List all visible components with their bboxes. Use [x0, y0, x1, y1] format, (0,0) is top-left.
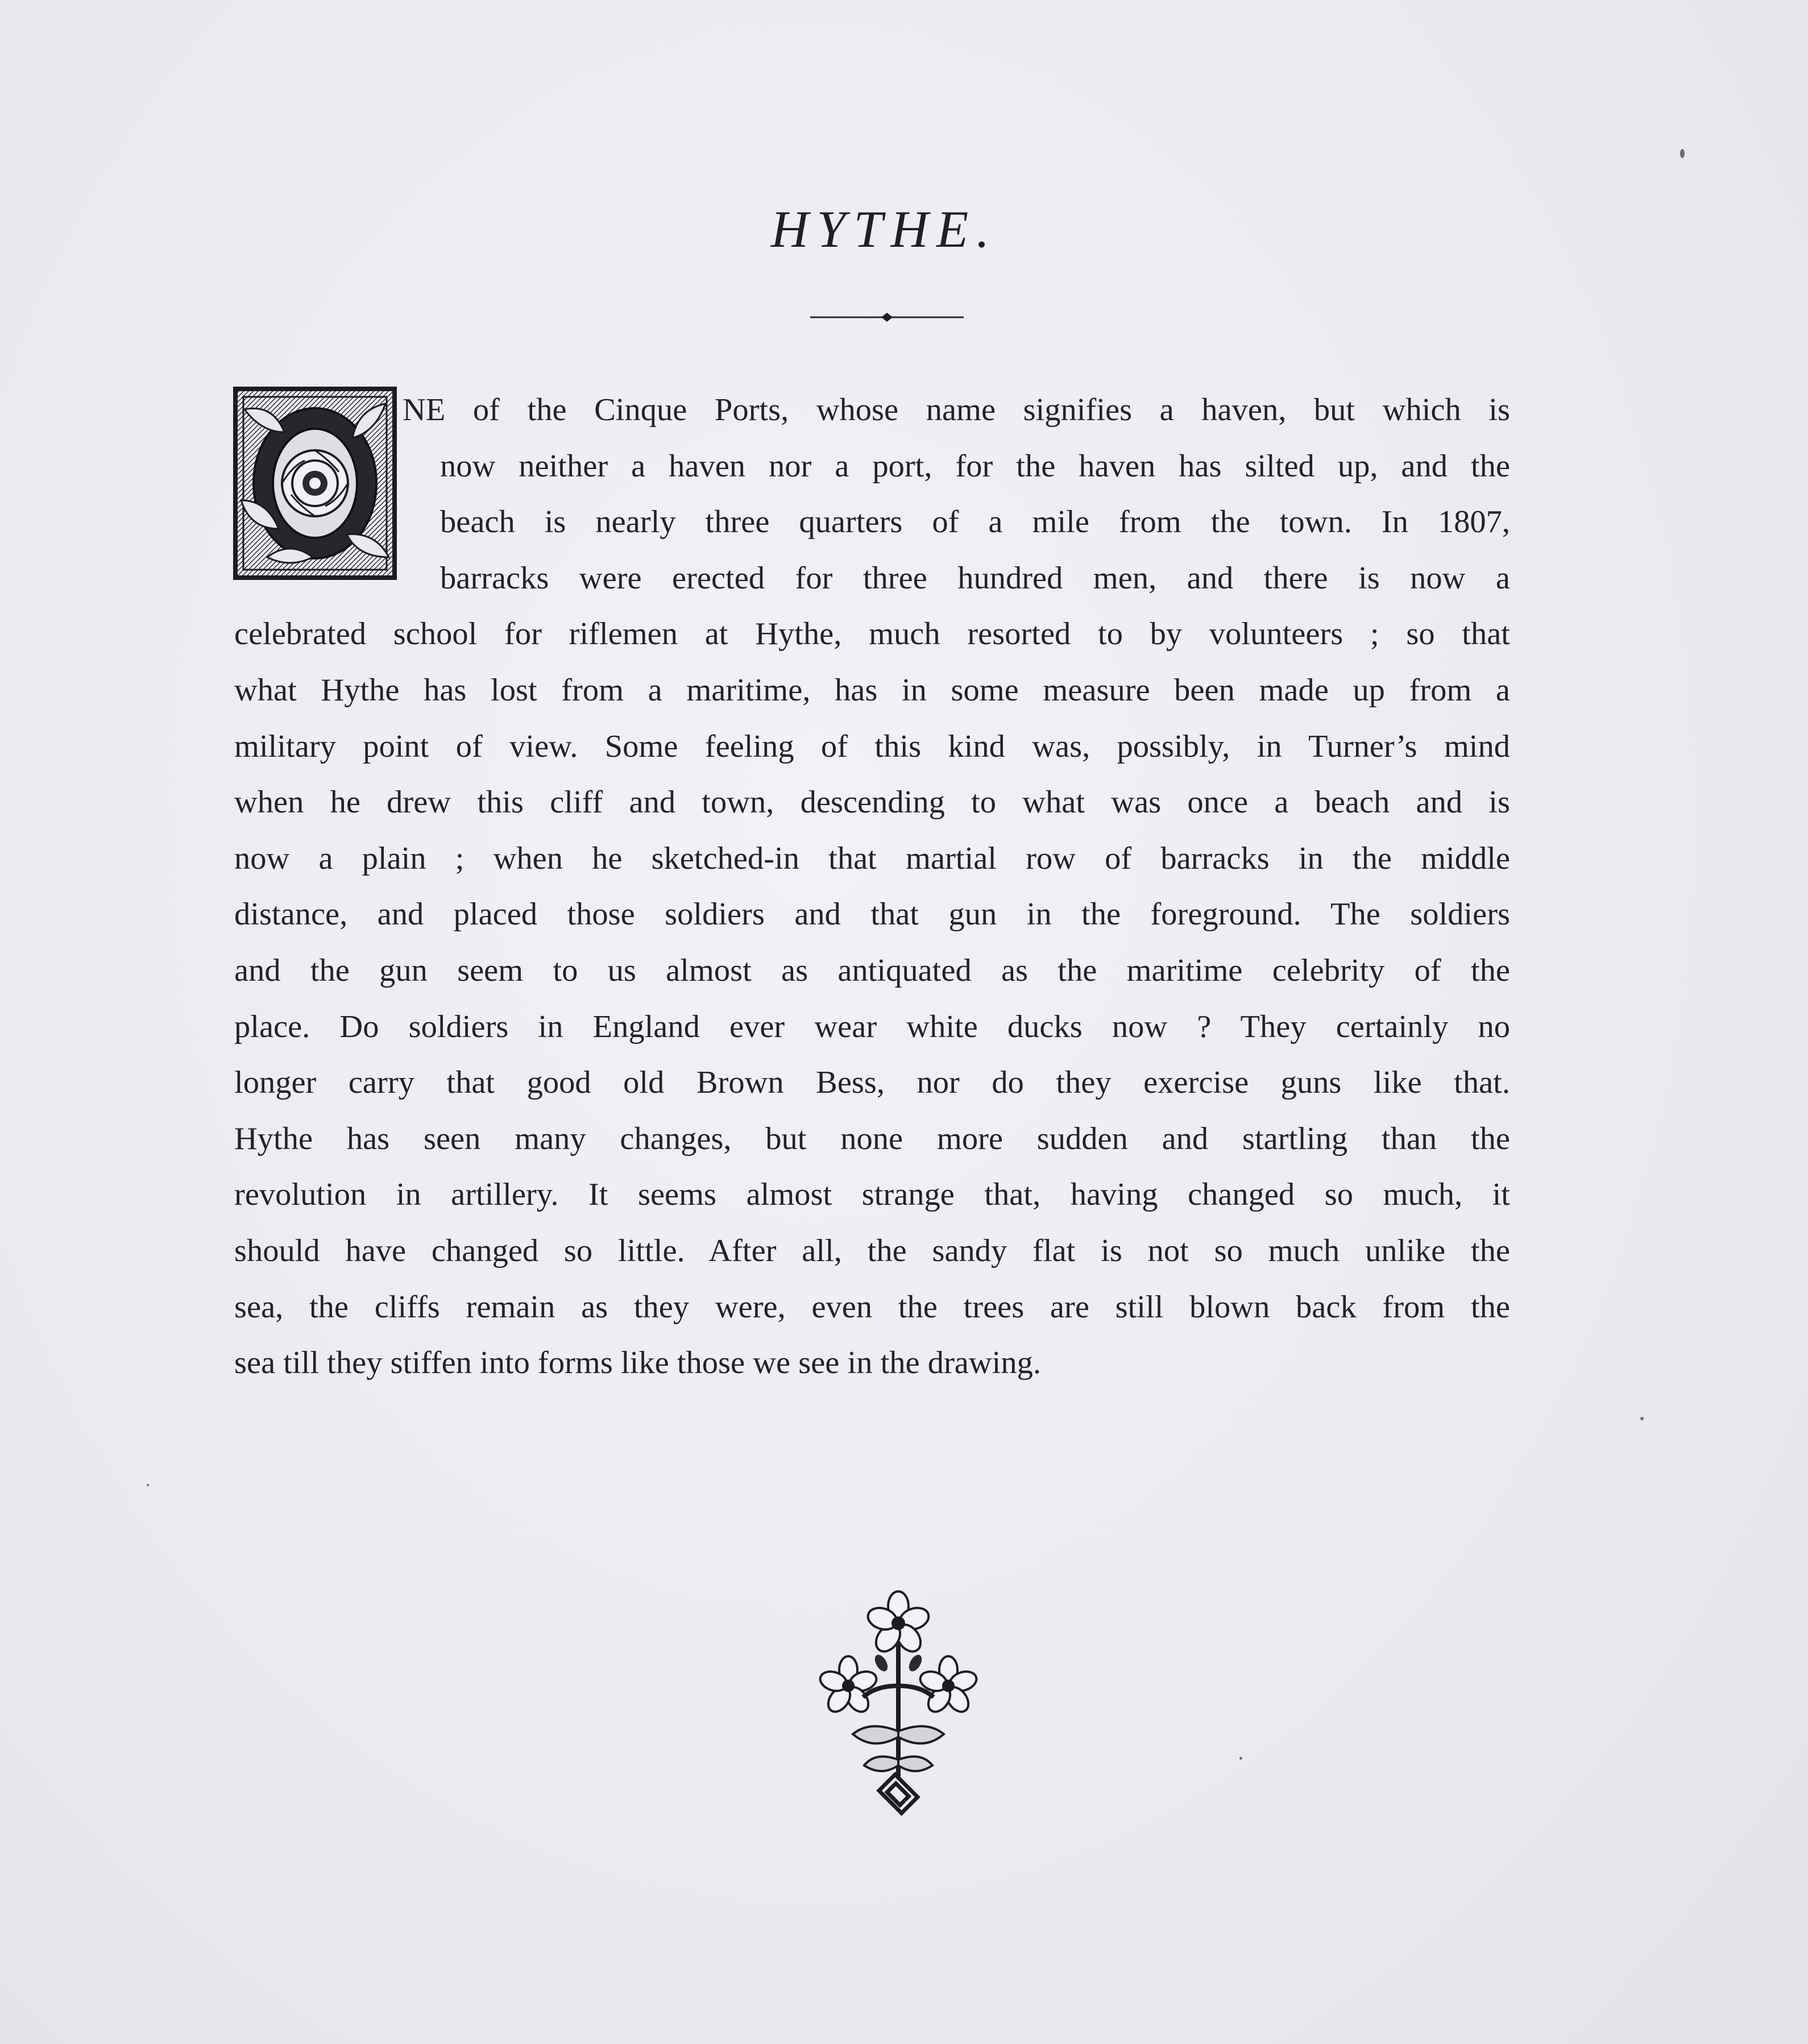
- text-line: NE of the Cinque Ports, whose name signifies a haven, but which is: [403, 392, 1510, 428]
- text-line: sea till they stiffen into forms like those we see in the drawing.: [234, 1345, 1041, 1381]
- flower-tailpiece-icon: [819, 1589, 978, 1822]
- text-line: Hythe has seen many changes, but none more sudden and startling than the: [234, 1121, 1510, 1156]
- text-line: celebrated school for riflemen at Hythe, much resorted to by volunteers ; so that: [234, 616, 1510, 652]
- text-line: place. Do soldiers in England ever wear white ducks now ? They certainly no: [234, 1009, 1510, 1044]
- text-line: revolution in artillery. It seems almost strange that, having changed so much, it: [234, 1177, 1510, 1213]
- text-line: and the gun seem to us almost as antiquated as the maritime celebrity of the: [234, 952, 1510, 988]
- paper-speck: [1640, 1417, 1644, 1420]
- paper-speck: [147, 1484, 149, 1486]
- text-line: barracks were erected for three hundred men, and there is now a: [440, 560, 1510, 596]
- body-text: [234, 382, 1510, 1391]
- text-line: military point of view. Some feeling of this kind was, possibly, in Turner’s mind: [234, 728, 1510, 764]
- text-line: when he drew this cliff and town, descending to what was once a beach and is: [234, 785, 1510, 820]
- text-line: longer carry that good old Brown Bess, nor do they exercise guns like that.: [234, 1065, 1510, 1101]
- text-line: should have changed so little. After all, the sandy flat is not so much unlike the: [234, 1233, 1510, 1268]
- text-line: distance, and placed those soldiers and that gun in the foreground. The soldiers: [234, 897, 1510, 932]
- diamond-rule-icon: [810, 312, 964, 323]
- paper-speck: [1239, 1757, 1242, 1760]
- text-line: now a plain ; when he sketched-in that martial row of barracks in the middle: [234, 840, 1510, 876]
- text-line: now neither a haven nor a port, for the haven has silted up, and the: [440, 448, 1510, 484]
- text-line: beach is nearly three quarters of a mile from the town. In 1807,: [440, 504, 1510, 540]
- page-title: HYTHE.: [770, 200, 998, 258]
- paper-speck: [1680, 149, 1685, 158]
- text-line: what Hythe has lost from a maritime, has in some measure been made up from a: [234, 672, 1510, 708]
- text-line: sea, the cliffs remain as they were, even the trees are still blown back from the: [234, 1289, 1510, 1325]
